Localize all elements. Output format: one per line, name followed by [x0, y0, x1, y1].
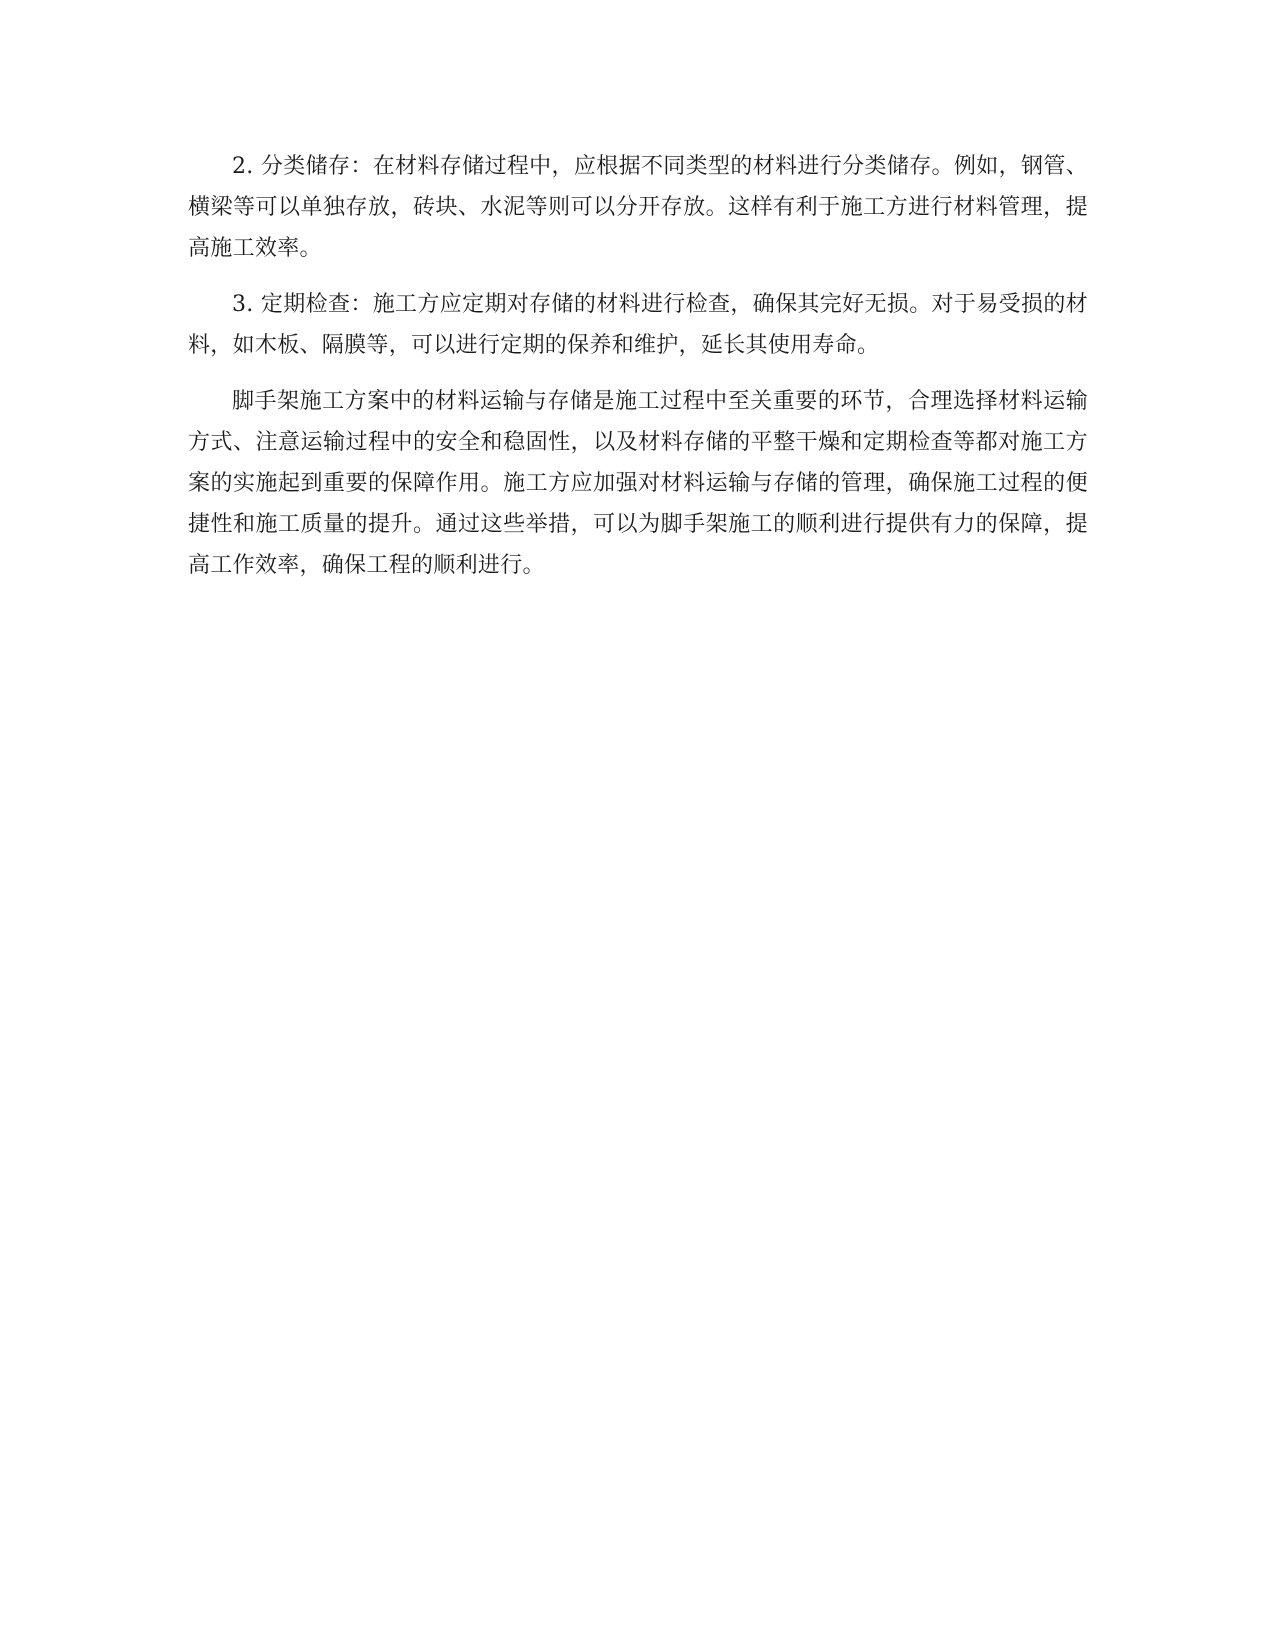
paragraph-classified-storage: 2. 分类储存：在材料存储过程中，应根据不同类型的材料进行分类储存。例如，钢管、横梁等可以单独存放，砖块、水泥等则可以分开存放。这样有利于施工方进行材料管理，提高施工效率。 [188, 154, 1088, 261]
paragraph-conclusion: 脚手架施工方案中的材料运输与存储是施工过程中至关重要的环节，合理选择材料运输方式、注意运输过程中的安全和稳固性，以及材料存储的平整干燥和定期检查等都对施工方案的实施起到重要的保障作用。施工方应加强对材料运输与存储的管理，确保施工过程的便捷性和施工质量的提升。通过这些举措，可以为脚手架施工的顺利进行提供有力的保障，提高工作效率，确保工程的顺利进行。 [188, 389, 1088, 578]
paragraph-regular-inspection: 3. 定期检查：施工方应定期对存储的材料进行检查，确保其完好无损。对于易受损的材料，如木板、隔膜等，可以进行定期的保养和维护，延长其使用寿命。 [188, 292, 1088, 358]
document-body [188, 146, 1088, 601]
